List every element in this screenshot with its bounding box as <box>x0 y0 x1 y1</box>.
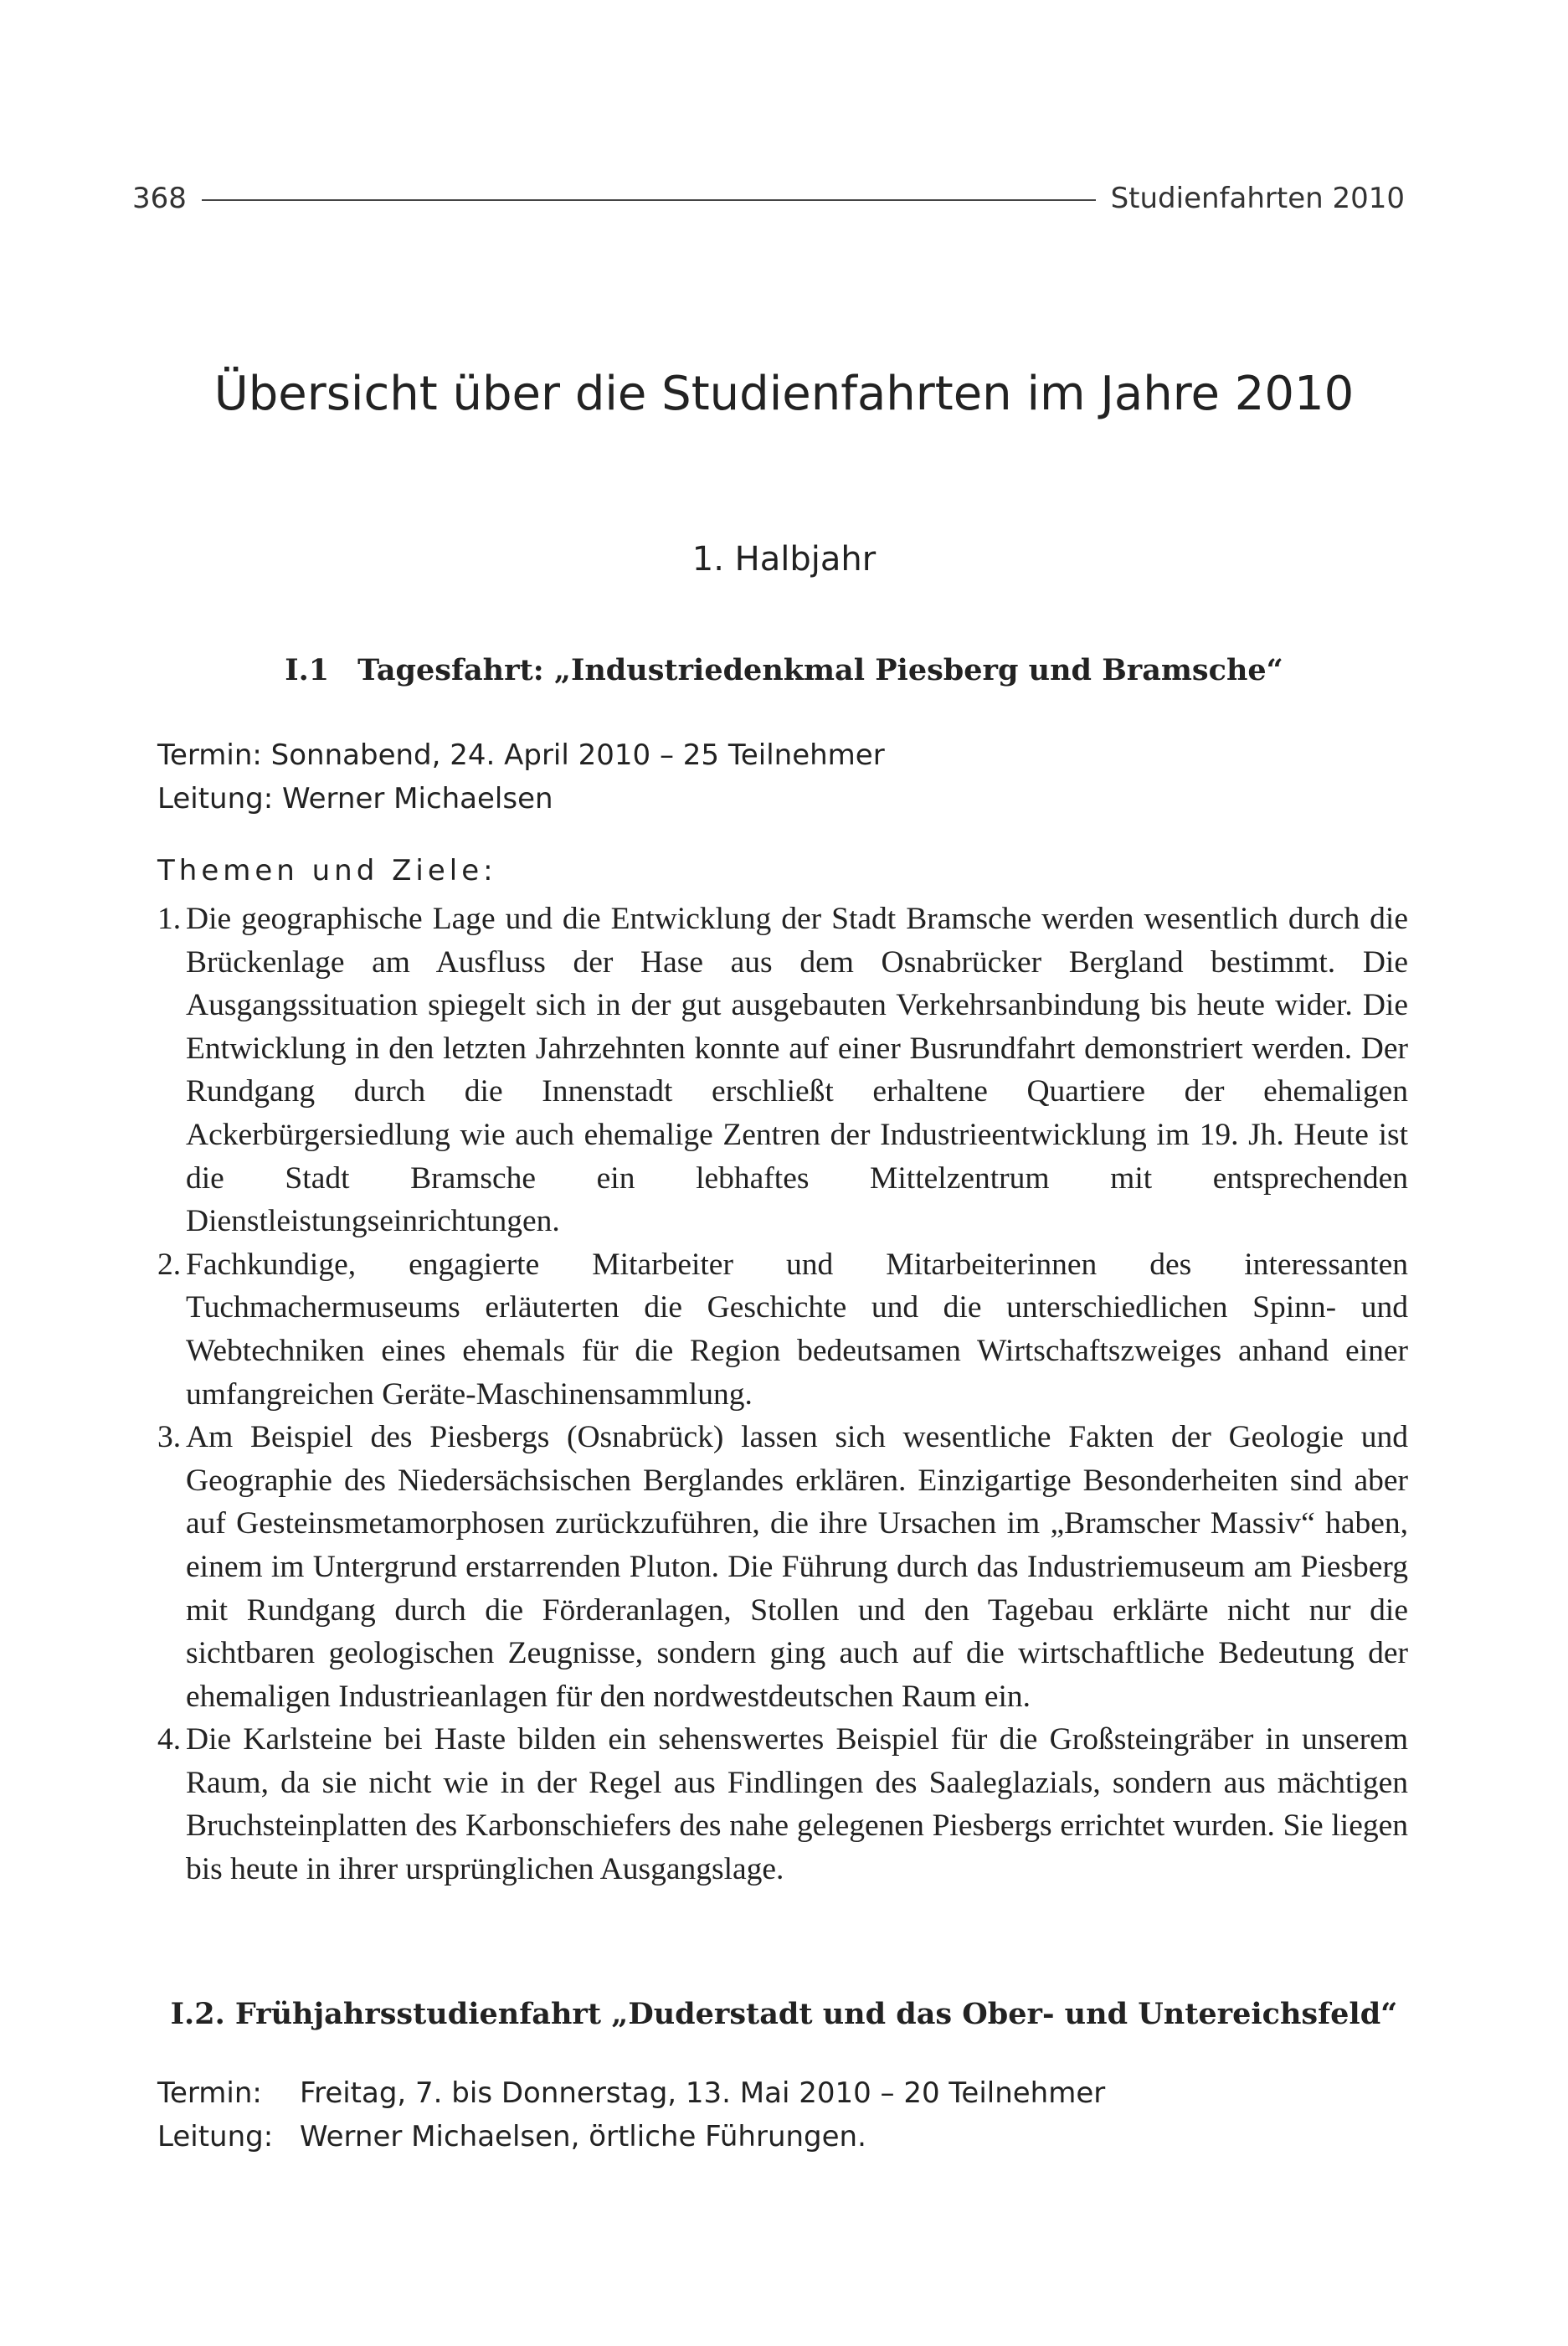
leitung-label: Leitung: <box>157 2120 274 2153</box>
running-title: Studienfahrten 2010 <box>1110 182 1405 215</box>
termin-value: Freitag, 7. bis Donnerstag, 13. Mai 2010 – 20 Teilnehmer <box>300 2076 1106 2110</box>
section-2-leitung <box>157 2115 1105 2158</box>
section-1-title: Tagesfahrt: „Industriedenkmal Piesberg und Bramsche“ <box>357 653 1283 687</box>
list-item-text: Die geographische Lage und die Entwicklung der Stadt Bramsche werden wesentlich durch die Brückenlage am Ausfluss der Hase aus dem Osnabrücker Bergland bestimmt. Die Ausgangssituation spiegelt sich in der gut ausgebauten Verkehrsanbindung bis heute wider. Die Entwicklung in den letzten Jahrzehnten konnte auf einer Busrundfahrt demonstriert werden. Der Rundgang durch die Innenstadt erschließt erhaltene Quartiere der ehemaligen Ackerbürgersiedlung wie auch ehemalige Zentren der Industrieentwicklung im 19. Jh. Heute ist die Stadt Bramsche ein lebhaftes Mittelzentrum mit entsprechenden Dienstleistungseinrichtungen. <box>186 902 1408 1239</box>
list-item-text: Am Beispiel des Piesbergs (Osnabrück) lassen sich wesentliche Fakten der Geologie und Geographie des Niedersächsischen Berglandes erklären. Einzigartige Besonderheiten sind aber auf Gesteinsmetamorphosen zurückzuführen, die ihre Ursachen im „Bramscher Massiv“ haben, einem im Untergrund erstarrenden Pluton. Die Führung durch das Industriemuseum am Piesberg mit Rundgang durch die Förderanlagen, Stollen und den Tagebau erklärte nicht nur die sichtbaren geologischen Zeugnisse, sondern ging auch auf die wirtschaftliche Bedeutung der ehemaligen Industrieanlagen für den nordwestdeutschen Raum ein. <box>186 1420 1408 1714</box>
halbjahr-heading: 1. Halbjahr <box>691 540 877 579</box>
header-rule <box>202 199 1096 201</box>
section-2-heading: I.2. Frühjahrsstudienfahrt „Duderstadt und das Ober- und Untereichsfeld“ <box>170 1997 1398 2031</box>
themes-list <box>157 898 1408 1891</box>
list-item <box>157 1718 1408 1891</box>
section-1-heading <box>0 653 1568 687</box>
list-item <box>157 1243 1408 1416</box>
section-2-meta <box>157 2071 1105 2158</box>
section-1-meta <box>157 733 885 821</box>
themes-label: Themen und Ziele: <box>157 854 497 887</box>
list-item <box>157 898 1408 1243</box>
section-1-leitung: Leitung: Werner Michaelsen <box>157 782 553 815</box>
list-item-text: Fachkundige, engagierte Mitarbeiter und Mitarbeiterinnen des interessanten Tuchmachermuseums erläuterten die Geschichte und die unterschiedlichen Spinn- und Webtechniken eines ehemals für die Region bedeutsamen Wirtschaftszweiges anhand einer umfangreichen Geräte-Maschinensammlung. <box>186 1247 1408 1412</box>
running-header <box>132 177 1405 219</box>
list-item-number: 3. <box>157 1420 182 1455</box>
termin-label: Termin: <box>157 2076 262 2110</box>
list-item-number: 2. <box>157 1247 182 1282</box>
page-number: 368 <box>132 182 187 215</box>
section-1-number: I.1 <box>285 653 330 687</box>
page-title: Übersicht über die Studienfahrten im Jahre 2010 <box>213 367 1355 421</box>
list-item-number: 1. <box>157 902 182 936</box>
section-1-termin: Termin: Sonnabend, 24. April 2010 – 25 Teilnehmer <box>157 738 885 772</box>
list-item-text: Die Karlsteine bei Haste bilden ein sehenswertes Beispiel für die Großsteingräber in unserem Raum, da sie nicht wie in der Regel aus Findlingen des Saaleglazials, sondern aus mächtigen Bruchsteinplatten des Karbonschiefers des nahe gelegenen Piesbergs errichtet wurden. Sie liegen bis heute in ihrer ursprünglichen Ausgangslage. <box>186 1722 1408 1887</box>
list-item <box>157 1416 1408 1718</box>
section-2-termin <box>157 2071 1105 2115</box>
list-item-number: 4. <box>157 1722 182 1757</box>
leitung-value: Werner Michaelsen, örtliche Führungen. <box>300 2120 866 2153</box>
